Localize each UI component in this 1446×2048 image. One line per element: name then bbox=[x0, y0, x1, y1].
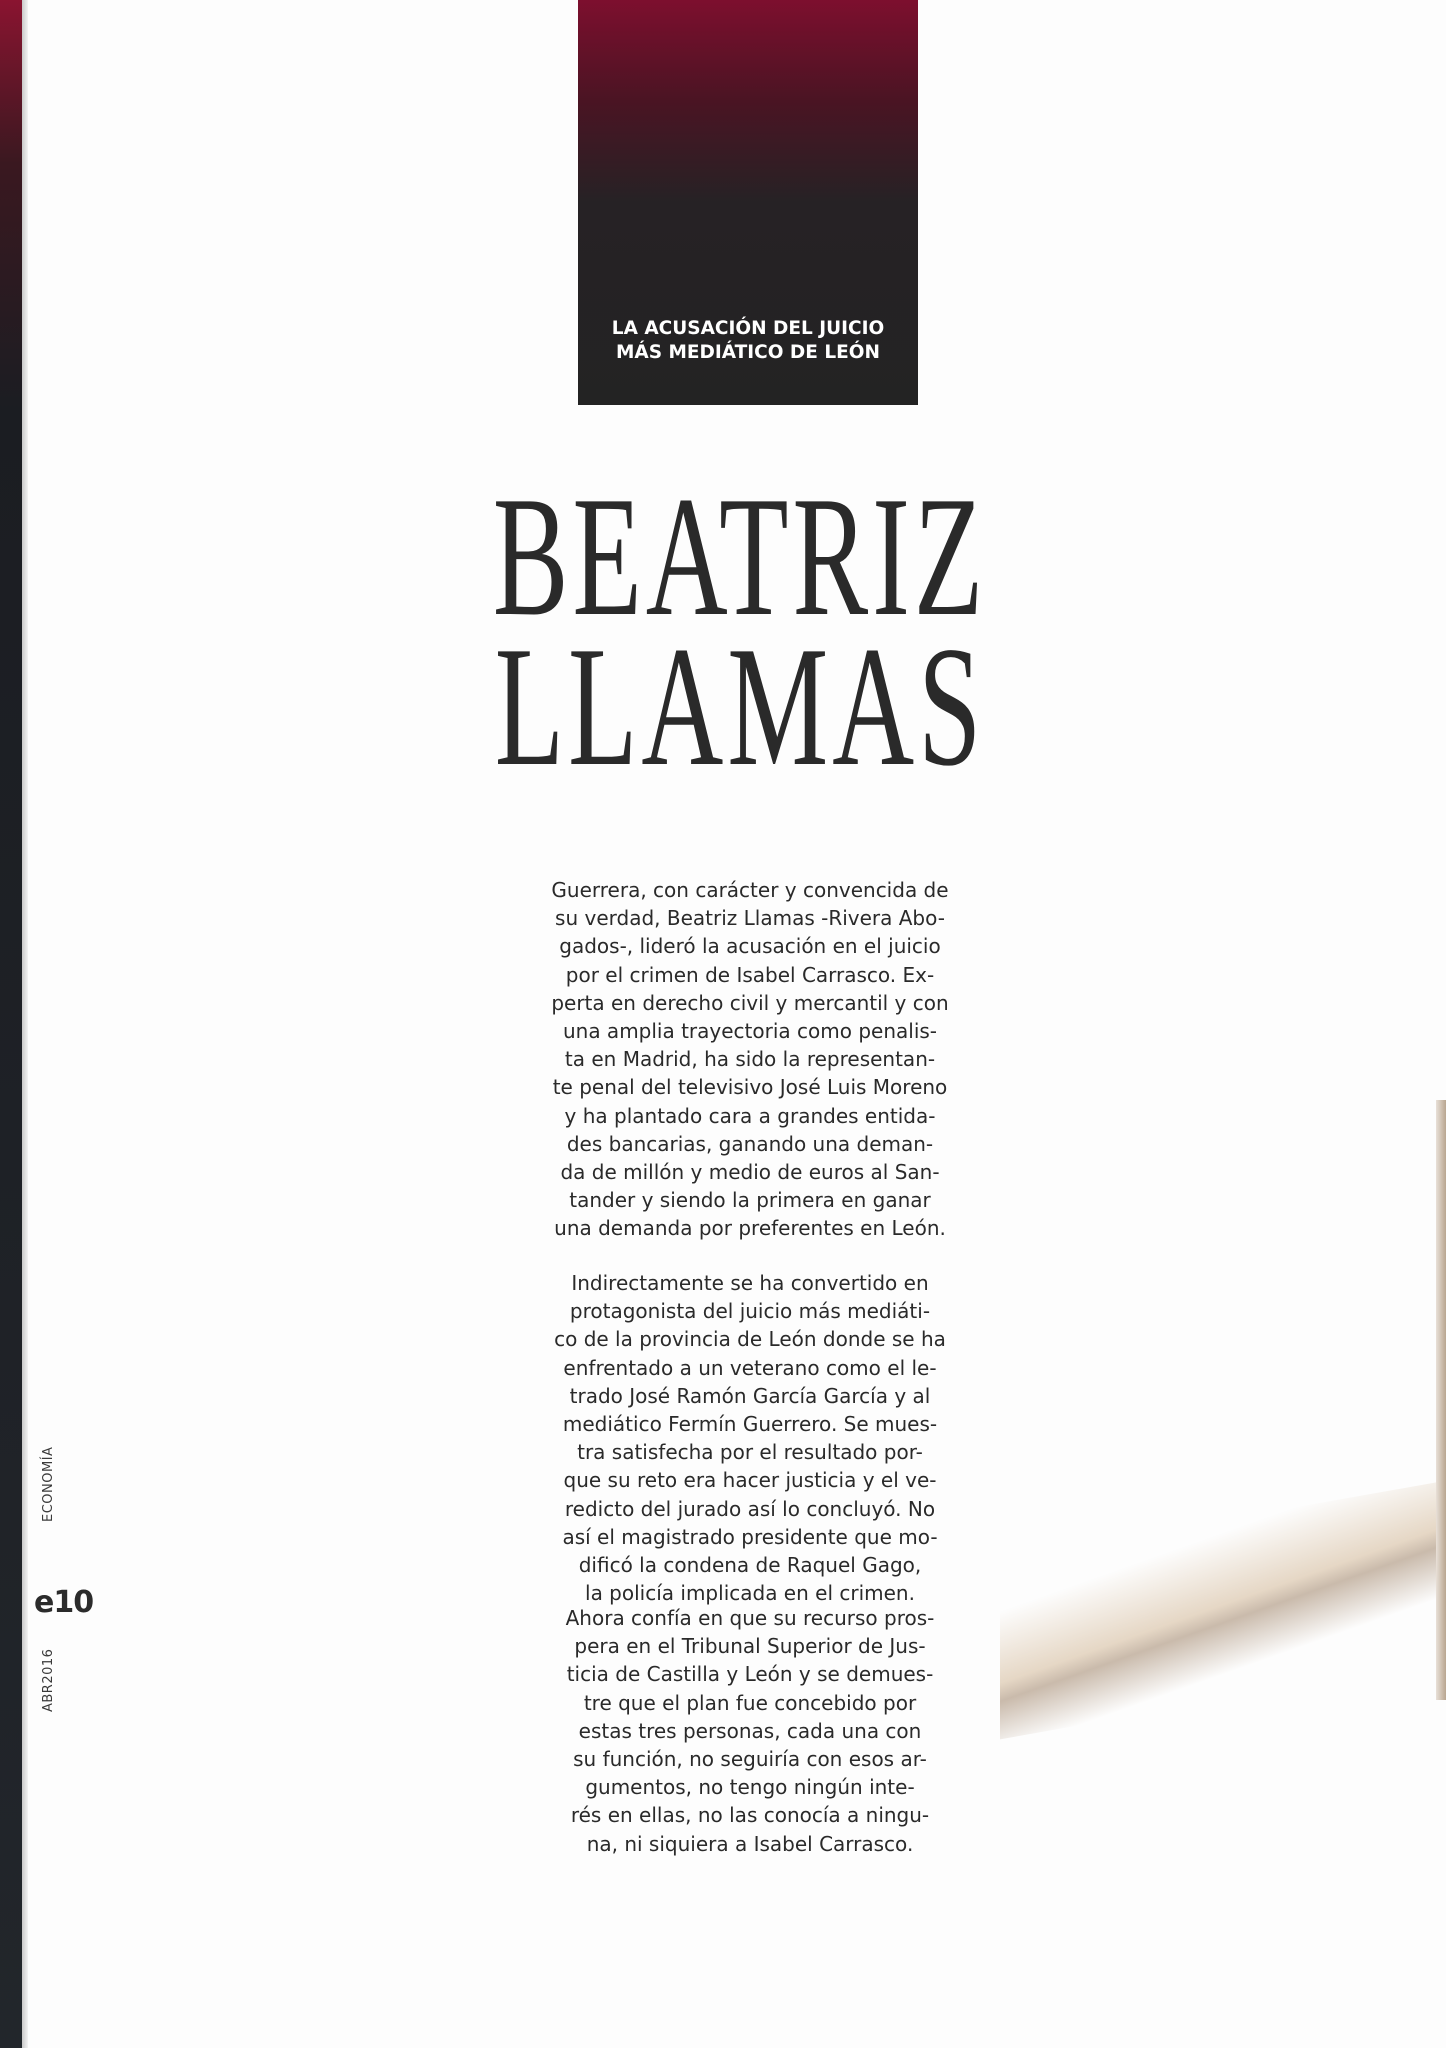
paragraph-line: su verdad, Beatriz Llamas -Rivera Abo- bbox=[555, 906, 945, 931]
paragraph-line: protagonista del juicio más mediáti- bbox=[569, 1299, 931, 1324]
paragraph-line: gumentos, no tengo ningún inte- bbox=[585, 1775, 915, 1800]
paragraph-line: pera en el Tribunal Superior de Jus- bbox=[574, 1634, 926, 1659]
paragraph-line: tander y siendo la primera en ganar bbox=[569, 1188, 931, 1213]
page-gutter-edge bbox=[0, 0, 22, 2048]
paragraph-line: gados-, lideró la acusación en el juicio bbox=[559, 934, 941, 959]
paragraph-line: estas tres personas, cada una con bbox=[578, 1718, 922, 1743]
kicker-text bbox=[578, 317, 918, 365]
paragraph-line: Guerrera, con carácter y convencida de bbox=[551, 878, 949, 902]
paragraph-line: na, ni siquiera a Isabel Carrasco. bbox=[586, 1831, 914, 1856]
section-label: ECONOMÍA bbox=[41, 1446, 56, 1522]
paragraph-line: ta en Madrid, ha sido la representan- bbox=[564, 1047, 936, 1072]
paragraph-2 bbox=[540, 1269, 960, 1607]
page-number: e10 bbox=[34, 1585, 94, 1620]
paragraph-line: una demanda por preferentes en León. bbox=[554, 1216, 946, 1241]
decorative-photo-fragment bbox=[1000, 1481, 1446, 1740]
paragraph-line: una amplia trayectoria como penalis- bbox=[562, 1019, 938, 1044]
kicker-line-2: MÁS MEDIÁTICO DE LEÓN bbox=[616, 342, 880, 363]
paragraph-line: Ahora confía en que su recurso pros- bbox=[565, 1606, 935, 1630]
paragraph-line: des bancarias, ganando una deman- bbox=[566, 1131, 934, 1156]
headline-line-1: BEATRIZ bbox=[492, 462, 988, 652]
decorative-photo-edge bbox=[1436, 1100, 1446, 1700]
paragraph-line: tre que el plan fue concebido por bbox=[583, 1690, 917, 1715]
paragraph-line: rés en ellas, no las conocía a ningu- bbox=[570, 1803, 930, 1828]
paragraph-line: co de la provincia de León donde se ha bbox=[554, 1327, 946, 1352]
paragraph-line: Indirectamente se ha convertido en bbox=[571, 1271, 929, 1295]
paragraph-line: enfrentado a un veterano como el le- bbox=[563, 1355, 937, 1380]
paragraph-line: redicto del jurado así lo concluyó. No bbox=[564, 1496, 936, 1521]
issue-date: ABR2016 bbox=[41, 1648, 56, 1712]
paragraph-line: te penal del televisivo José Luis Moreno bbox=[552, 1075, 948, 1100]
paragraph-line: tra satisfecha por el resultado por- bbox=[577, 1440, 923, 1465]
paragraph-line: y ha plantado cara a grandes entida- bbox=[564, 1103, 936, 1128]
paragraph-line: da de millón y medio de euros al San- bbox=[560, 1160, 940, 1185]
paragraph-line: dificó la condena de Raquel Gago, bbox=[578, 1553, 922, 1578]
page-gutter-shadow bbox=[22, 0, 28, 2048]
paragraph-1 bbox=[540, 876, 960, 1243]
kicker-line-1: LA ACUSACIÓN DEL JUICIO bbox=[611, 318, 885, 339]
paragraph-line: así el magistrado presidente que mo- bbox=[562, 1524, 938, 1549]
paragraph-line: trado José Ramón García García y al bbox=[569, 1383, 931, 1408]
paragraph-3 bbox=[540, 1604, 960, 1858]
paragraph-line: ticia de Castilla y León y se demues- bbox=[566, 1662, 934, 1687]
kicker-box bbox=[578, 0, 918, 405]
paragraph-line: su función, no seguiría con esos ar- bbox=[573, 1747, 927, 1772]
paragraph-line: la policía implicada en el crimen. bbox=[585, 1581, 915, 1606]
headline-line-2: LLAMAS bbox=[494, 612, 986, 802]
paragraph-line: por el crimen de Isabel Carrasco. Ex- bbox=[565, 962, 935, 987]
paragraph-line: mediático Fermín Guerrero. Se mues- bbox=[562, 1412, 938, 1437]
paragraph-line: perta en derecho civil y mercantil y con bbox=[551, 990, 949, 1015]
paragraph-line: que su reto era hacer justicia y el ve- bbox=[563, 1468, 937, 1493]
